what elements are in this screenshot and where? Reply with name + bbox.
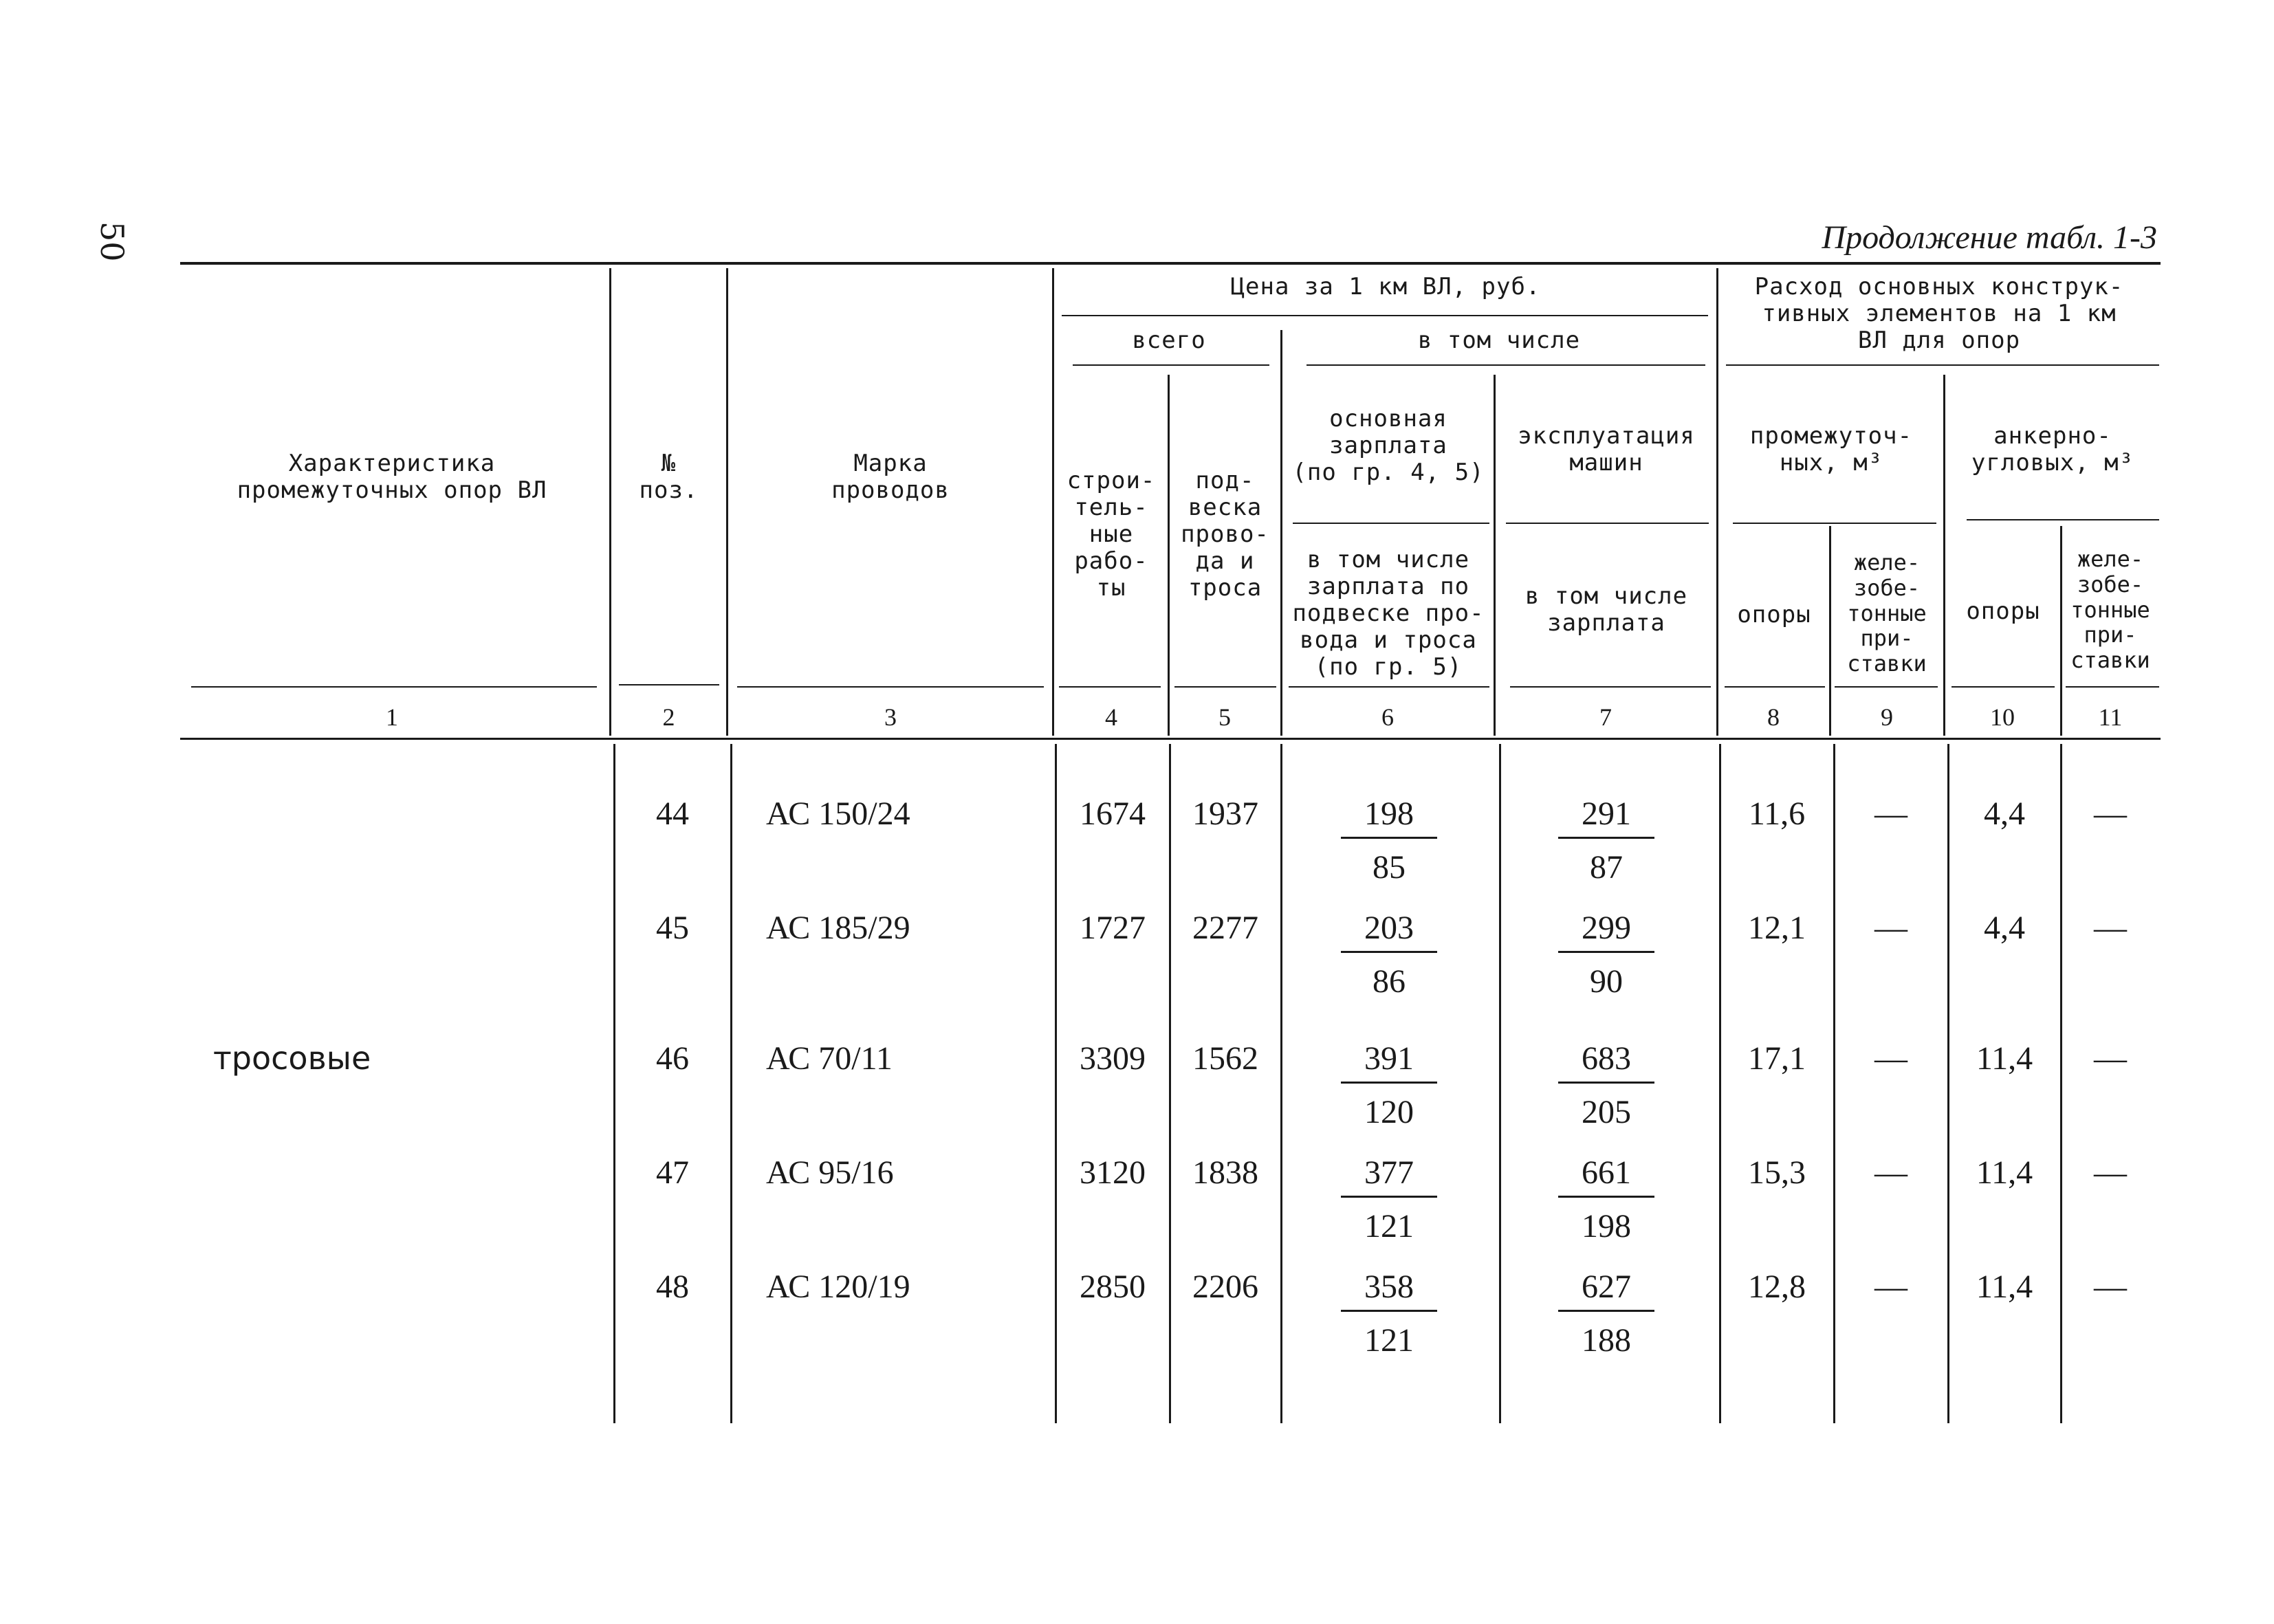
header-divider	[1716, 268, 1718, 688]
cell-anchor-supports: 4,4	[1984, 910, 2025, 946]
cell-suspension: 1562	[1192, 1040, 1258, 1077]
fraction-denominator: 121	[1364, 1208, 1414, 1244]
fraction-denominator: 120	[1364, 1094, 1414, 1130]
column-number-bottom-rule	[180, 738, 2161, 740]
header-rule	[1073, 364, 1269, 366]
cell-construction: 3309	[1080, 1040, 1146, 1077]
cell-suspension: 2206	[1192, 1269, 1258, 1305]
body-divider	[730, 744, 732, 1423]
colnum-divider	[726, 688, 728, 736]
fraction-machines	[1551, 1268, 1661, 1359]
fraction-salary	[1334, 909, 1444, 1000]
header-rule	[1726, 364, 2159, 366]
fraction-salary	[1334, 795, 1444, 886]
header-supports-anchor: опоры	[1966, 597, 2040, 625]
header-consumption-group: Расход основных конструк- тивных элементов на 1 км ВЛ для опор	[1754, 273, 2124, 355]
column-number: 3	[884, 703, 897, 731]
header-rc-attachments: желе- зобе- тонные при- ставки	[1847, 549, 1927, 677]
page-number: 50	[94, 221, 131, 262]
cell-intermediate-supports: 12,8	[1748, 1269, 1806, 1305]
cell-grade: АС 95/16	[766, 1154, 894, 1191]
cell-intermediate-rc: —	[1874, 910, 1907, 946]
column-number-rule	[619, 684, 719, 685]
fraction-denominator: 188	[1582, 1322, 1631, 1359]
group-label: тросовые	[213, 1040, 371, 1077]
body-divider	[613, 744, 615, 1423]
cell-suspension: 2277	[1192, 910, 1258, 946]
cell-intermediate-supports: 15,3	[1748, 1154, 1806, 1191]
header-supports: опоры	[1737, 601, 1811, 628]
column-number-rule	[1835, 686, 1938, 688]
column-number-rule	[2066, 686, 2159, 688]
column-number: 1	[386, 703, 398, 731]
header-rule	[1967, 519, 2159, 520]
body-divider	[1055, 744, 1057, 1423]
column-number-rule	[1174, 686, 1276, 688]
cell-grade: АС 150/24	[766, 795, 910, 832]
colnum-divider	[609, 688, 611, 736]
header-rule	[1506, 523, 1709, 524]
cell-intermediate-rc: —	[1874, 1154, 1907, 1191]
cell-pos: 46	[656, 1040, 689, 1077]
column-number: 11	[2098, 703, 2123, 731]
cell-anchor-supports: 11,4	[1976, 1154, 2033, 1191]
header-divider	[1052, 268, 1054, 688]
cell-intermediate-supports: 12,1	[1748, 910, 1806, 946]
cell-intermediate-supports: 17,1	[1748, 1040, 1806, 1077]
fraction-numerator: 198	[1341, 795, 1437, 839]
cell-anchor-rc: —	[2094, 1269, 2127, 1305]
column-number: 2	[662, 703, 675, 731]
header-divider	[726, 268, 728, 688]
column-number-rule	[1289, 686, 1489, 688]
header-salary-incl: в том числе зарплата	[1524, 582, 1688, 637]
fraction-denominator: 87	[1590, 849, 1623, 886]
fraction-denominator: 90	[1590, 963, 1623, 1000]
fraction-salary	[1334, 1040, 1444, 1131]
header-price-group: Цена за 1 км ВЛ, руб.	[1230, 273, 1541, 300]
body-divider	[1499, 744, 1501, 1423]
top-rule	[180, 262, 2161, 265]
fraction-numerator: 391	[1341, 1040, 1437, 1084]
body-divider	[1947, 744, 1949, 1423]
cell-pos: 44	[656, 795, 689, 832]
cell-anchor-rc: —	[2094, 910, 2127, 946]
header-machine-ops: эксплуатация машин	[1518, 422, 1695, 477]
column-number-rule	[1059, 686, 1161, 688]
column-number-rule	[191, 686, 597, 688]
body-divider	[1169, 744, 1171, 1423]
column-number: 9	[1881, 703, 1893, 731]
body-divider	[2060, 744, 2062, 1423]
colnum-divider	[1052, 688, 1054, 736]
header-characteristic: Характеристика промежуточных опор ВЛ	[237, 450, 547, 505]
cell-grade: АС 185/29	[766, 910, 910, 946]
cell-construction: 1727	[1080, 910, 1146, 946]
column-number: 4	[1105, 703, 1117, 731]
column-number: 7	[1599, 703, 1612, 731]
cell-pos: 47	[656, 1154, 689, 1191]
header-rule	[1307, 364, 1705, 366]
cell-construction: 2850	[1080, 1269, 1146, 1305]
continuation-title: Продолжение табл. 1-3	[1822, 219, 2157, 256]
column-number: 5	[1218, 703, 1231, 731]
header-position-no: № поз.	[639, 450, 699, 505]
fraction-numerator: 299	[1558, 909, 1654, 953]
cell-anchor-supports: 11,4	[1976, 1269, 2033, 1305]
fraction-numerator: 291	[1558, 795, 1654, 839]
fraction-salary	[1334, 1154, 1444, 1245]
fraction-numerator: 627	[1558, 1268, 1654, 1312]
column-number: 10	[1990, 703, 2015, 731]
header-salary-suspension: в том числе зарплата по подвеске про- вода и троса (по гр. 5)	[1292, 546, 1485, 681]
cell-intermediate-rc: —	[1874, 1269, 1907, 1305]
header-divider	[609, 268, 611, 688]
fraction-salary	[1334, 1268, 1444, 1359]
cell-construction: 3120	[1080, 1154, 1146, 1191]
column-number: 8	[1767, 703, 1780, 731]
header-construction: строи- тель- ные рабо- ты	[1067, 467, 1156, 602]
cell-anchor-rc: —	[2094, 795, 2127, 832]
header-anchor: анкерно- угловых, м³	[1971, 422, 2134, 477]
header-divider	[1494, 375, 1496, 688]
cell-suspension: 1838	[1192, 1154, 1258, 1191]
cell-intermediate-rc: —	[1874, 1040, 1907, 1077]
fraction-numerator: 661	[1558, 1154, 1654, 1198]
header-total: всего	[1132, 327, 1206, 354]
header-rule	[1733, 523, 1936, 524]
fraction-numerator: 203	[1341, 909, 1437, 953]
cell-grade: АС 120/19	[766, 1269, 910, 1305]
column-number-rule	[1725, 686, 1825, 688]
fraction-machines	[1551, 909, 1661, 1000]
fraction-denominator: 86	[1373, 963, 1406, 1000]
cell-construction: 1674	[1080, 795, 1146, 832]
column-number-rule	[737, 686, 1044, 688]
fraction-denominator: 121	[1364, 1322, 1414, 1359]
column-number-rule	[1510, 686, 1711, 688]
cell-anchor-rc: —	[2094, 1154, 2127, 1191]
fraction-denominator: 198	[1582, 1208, 1631, 1244]
cell-anchor-supports: 4,4	[1984, 795, 2025, 832]
cell-intermediate-rc: —	[1874, 795, 1907, 832]
column-number: 6	[1381, 703, 1394, 731]
header-intermediate: промежуточ- ных, м³	[1749, 422, 1913, 477]
fraction-numerator: 377	[1341, 1154, 1437, 1198]
header-including: в том числе	[1417, 327, 1581, 354]
fraction-denominator: 85	[1373, 849, 1406, 886]
fraction-numerator: 683	[1558, 1040, 1654, 1084]
cell-anchor-rc: —	[2094, 1040, 2127, 1077]
header-divider	[1280, 330, 1282, 688]
cell-suspension: 1937	[1192, 795, 1258, 832]
fraction-numerator: 358	[1341, 1268, 1437, 1312]
cell-anchor-supports: 11,4	[1976, 1040, 2033, 1077]
header-suspension: под- веска прово- да и троса	[1181, 467, 1269, 602]
body-divider	[1719, 744, 1721, 1423]
fraction-machines	[1551, 1154, 1661, 1245]
header-rc-attachments-anchor: желе- зобе- тонные при- ставки	[2070, 546, 2150, 674]
cell-pos: 45	[656, 910, 689, 946]
header-main-salary: основная зарплата (по гр. 4, 5)	[1292, 405, 1485, 487]
header-rule	[1293, 523, 1489, 524]
cell-intermediate-supports: 11,6	[1748, 795, 1806, 832]
body-divider	[1280, 744, 1282, 1423]
fraction-machines	[1551, 1040, 1661, 1131]
header-wire-grade: Марка проводов	[831, 450, 950, 505]
fraction-denominator: 205	[1582, 1094, 1631, 1130]
cell-grade: АС 70/11	[766, 1040, 893, 1077]
column-number-rule	[1952, 686, 2055, 688]
cell-pos: 48	[656, 1269, 689, 1305]
fraction-machines	[1551, 795, 1661, 886]
header-rule	[1062, 315, 1708, 316]
header-divider	[1943, 375, 1945, 688]
body-divider	[1833, 744, 1835, 1423]
